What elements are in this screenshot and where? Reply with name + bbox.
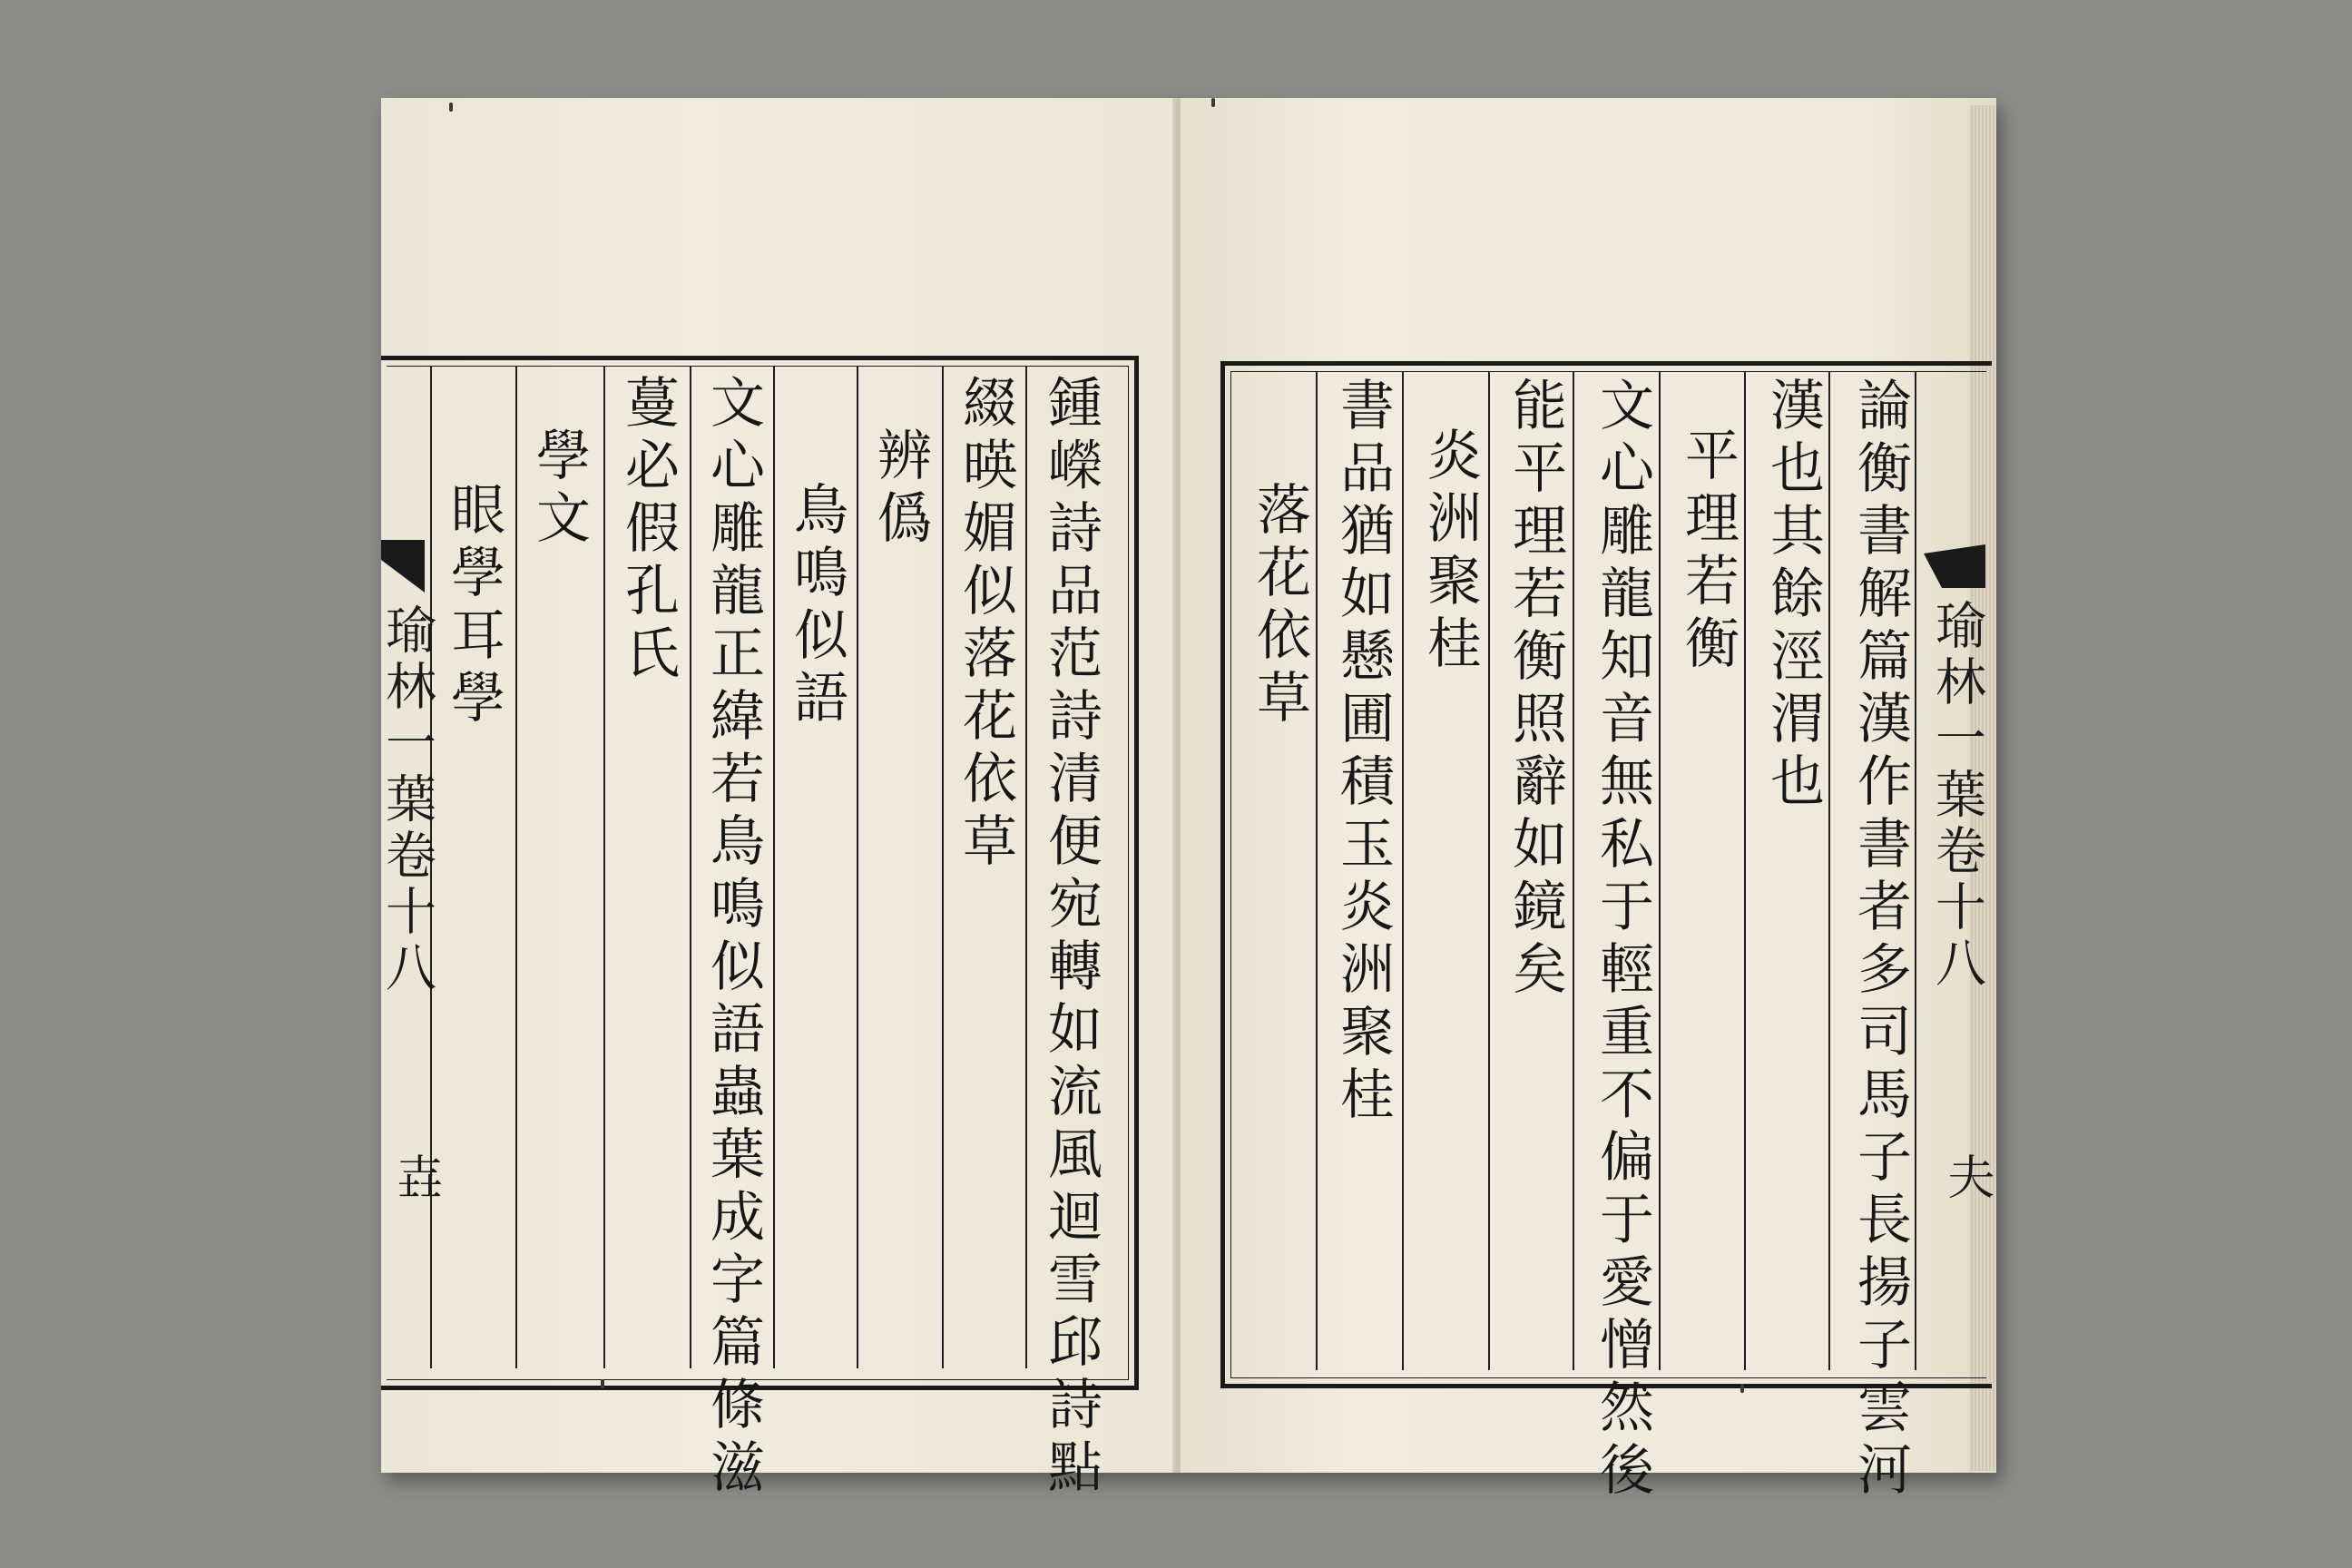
fish-tail-mark-left	[381, 540, 426, 594]
text-column-4: 文心雕龍知音無私于輕重不偏于愛憎然後	[1591, 377, 1654, 1504]
binding-mark	[1740, 1384, 1744, 1393]
binding-mark	[1211, 98, 1215, 107]
column-rule	[1573, 372, 1574, 1370]
right-margin-title: 瑜林一葉卷十八	[1927, 599, 1986, 993]
column-rule	[1659, 372, 1661, 1370]
column-rule	[515, 366, 517, 1368]
column-rule	[690, 366, 691, 1368]
text-column-6: 炎洲聚桂	[1418, 426, 1482, 677]
text-column-2: 漢也其餘涇渭也	[1761, 377, 1825, 815]
column-rule	[1744, 372, 1746, 1370]
left-margin-title: 瑜林一葉卷十八	[377, 603, 436, 997]
text-column-4: 鳥鳴似語	[785, 481, 848, 731]
column-rule	[1316, 372, 1318, 1370]
column-rule	[1488, 372, 1490, 1370]
text-column-6: 蔓必假孔氏	[616, 374, 680, 687]
text-column-8: 落花依草	[1248, 481, 1311, 731]
text-column-3: 平理若衡	[1676, 426, 1740, 677]
column-rule	[942, 366, 944, 1368]
text-column-5: 文心雕龍正緯若鳥鳴似語蟲葉成字篇條滋	[701, 374, 765, 1501]
text-column-1: 論衡書解篇漢作書者多司馬子長揚子雲河	[1848, 377, 1912, 1504]
text-column-7: 書品猶如懸圃積玉炎洲聚桂	[1331, 377, 1395, 1128]
column-rule	[773, 366, 775, 1368]
text-column-7: 學文	[527, 426, 591, 552]
column-rule	[1828, 372, 1830, 1370]
left-page-number: 壵	[387, 1152, 442, 1200]
column-rule	[1402, 372, 1404, 1370]
text-column-8: 眼學耳學	[442, 481, 505, 731]
column-rule	[1025, 366, 1027, 1368]
binding-mark	[449, 103, 453, 112]
column-rule	[1915, 372, 1916, 1370]
text-column-5: 能平理若衡照辭如鏡矣	[1504, 377, 1567, 1003]
right-page-number: 夫	[1939, 1152, 1994, 1200]
text-column-1: 鍾嶸詩品范詩清便宛轉如流風迴雪邱詩點	[1039, 374, 1102, 1501]
text-column-2: 綴暎媚似落花依草	[954, 374, 1017, 875]
binding-mark	[601, 1379, 604, 1388]
column-rule	[603, 366, 605, 1368]
column-rule	[857, 366, 858, 1368]
text-column-3: 辨僞	[868, 426, 932, 552]
fish-tail-mark-right	[1924, 544, 1987, 590]
